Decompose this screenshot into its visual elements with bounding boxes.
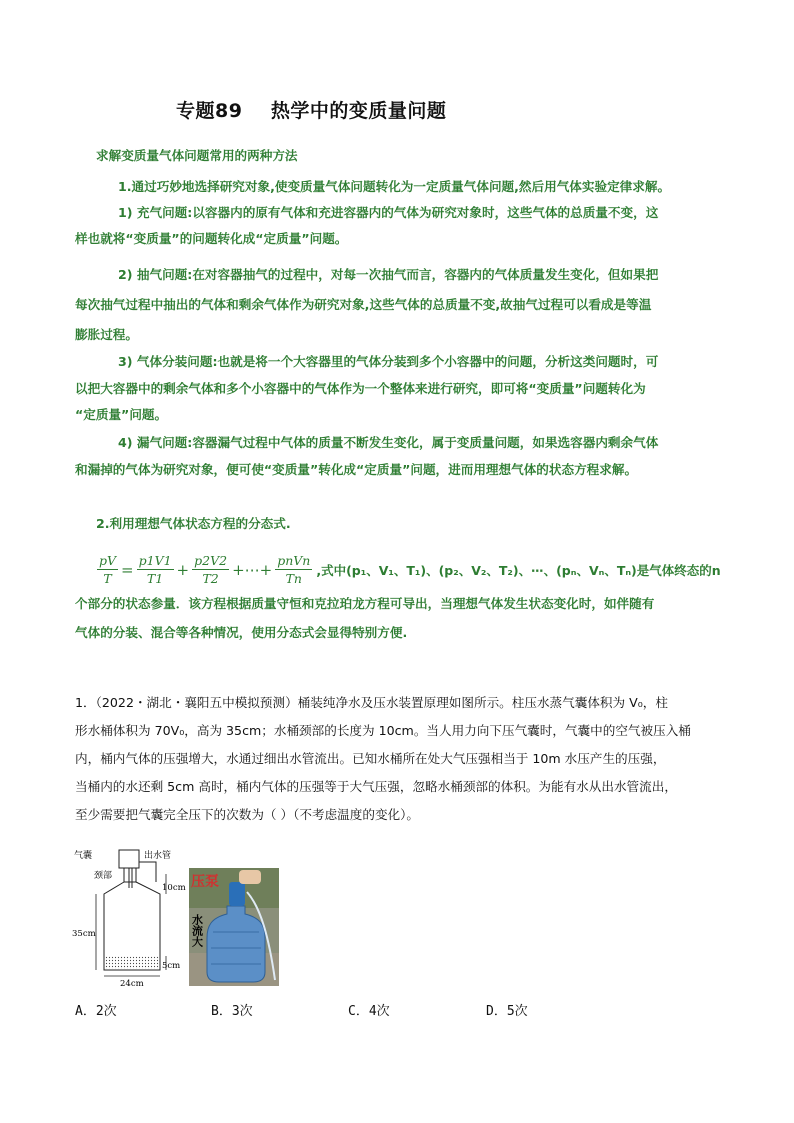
option-a: A．2次 bbox=[75, 1004, 117, 1019]
item3-line1: 3) 气体分装问题:也就是将一个大容器里的气体分装到多个小容器中的问题，分析这类问题时，可 bbox=[118, 354, 659, 369]
option-d: D．5次 bbox=[486, 1004, 528, 1019]
item1-line2: 样也就将“变质量”的问题转化成“定质量”问题。 bbox=[75, 231, 348, 246]
section-heading: 求解变质量气体问题常用的两种方法 bbox=[96, 148, 298, 163]
fraction-termn: $\frac{\text{pnVn}}{Tn}$ bbox=[277, 553, 311, 586]
item2-line1: 2) 抽气问题:在对容器抽气的过程中，对每一次抽气而言，容器内的气体质量发生变化，但如果把 bbox=[118, 267, 659, 282]
question-line5: 至少需要把气囊完全压下的次数为（ ）（不考虑温度的变化）。 bbox=[75, 807, 420, 822]
question-line3: 内，桶内气体的压强增大，水通过细出水管流出。已知水桶所在处大气压强相当于 10m 水压产生的压强， bbox=[75, 751, 666, 766]
water-bucket-diagram bbox=[72, 848, 188, 990]
fraction-lhs: $\frac{pV}{T}$ bbox=[99, 553, 117, 586]
neck-shape bbox=[124, 868, 136, 882]
water-dispenser-photo bbox=[189, 868, 279, 986]
dim-neck: 10cm bbox=[162, 883, 186, 893]
question-line1: 1．（2022・湖北・襄阳五中模拟预测）桶装纯净水及压水装置原理如图所示。柱压水蒸气囊体积为 V₀，柱 bbox=[75, 695, 668, 710]
formula-dots: +⋯+ bbox=[232, 560, 273, 579]
question-line4: 当桶内的水还剩 5cm 高时，桶内气体的压强等于大气压强，忽略水桶颈部的体积。为能有水从出水管流出， bbox=[75, 779, 677, 794]
label-neck: 颈部 bbox=[94, 871, 113, 881]
item2-line3: 膨胀过程。 bbox=[75, 327, 138, 342]
item2-line2: 每次抽气过程中抽出的气体和剩余气体作为研究对象,这些气体的总质量不变,故抽气过程可以看成是等温 bbox=[75, 297, 652, 312]
dim-width: 24cm bbox=[120, 979, 144, 989]
item3-line2: 以把大容器中的剩余气体和多个小容器中的气体作为一个整体来进行研究，即可将“变质量”问题转化为 bbox=[75, 381, 646, 396]
formula-explanation: ,式中(p₁、V₁、T₁)、(p₂、V₂、T₂)、⋯、(pₙ、Vₙ、Tₙ)是气体终态的n bbox=[316, 562, 721, 578]
label-outlet: 出水管 bbox=[144, 851, 172, 861]
formula-after-line1: 个部分的状态参量．该方程根据质量守恒和克拉珀龙方程可导出，当理想气体发生状态变化时，如伴随有 bbox=[75, 596, 655, 611]
pump-shape bbox=[229, 882, 245, 906]
airbag-shape bbox=[119, 850, 139, 868]
water-level bbox=[105, 956, 159, 969]
fraction-term2: $\frac{p2V2}{T2}$ bbox=[194, 553, 228, 586]
page-title: 专题89 热学中的变质量问题 bbox=[176, 100, 447, 122]
label-airbag: 气囊 bbox=[74, 851, 93, 861]
option-b: B．3次 bbox=[211, 1004, 253, 1019]
photo-caption-side: 水流大 bbox=[190, 914, 204, 947]
item4-line2: 和漏掉的气体为研究对象，便可使“变质量”转化成“定质量”问题，进而用理想气体的状态方程求解。 bbox=[75, 462, 638, 477]
outlet-pipe bbox=[139, 862, 156, 882]
fraction-term1: $\frac{p1V1}{T1}$ bbox=[138, 553, 172, 586]
item4-line1: 4) 漏气问题:容器漏气过程中气体的质量不断发生变化，属于变质量问题，如果选容器内剩余气体 bbox=[118, 435, 659, 450]
method1-intro: 1.通过巧妙地选择研究对象,使变质量气体问题转化为一定质量气体问题,然后用气体实验定律求解。 bbox=[118, 179, 671, 194]
photo-caption-top: 压泵 bbox=[191, 874, 219, 890]
question-line2: 形水桶体积为 70V₀，高为 35cm；水桶颈部的长度为 10cm。当人用力向下压气囊时，气囊中的空气被压入桶 bbox=[75, 723, 691, 738]
dim-water: 5cm bbox=[162, 961, 181, 971]
formula-after-line2: 气体的分装、混合等各种情况，使用分态式会显得特别方便. bbox=[75, 625, 408, 640]
method2-intro: 2.利用理想气体状态方程的分态式. bbox=[96, 516, 291, 531]
item1-line1: 1) 充气问题:以容器内的原有气体和充进容器内的气体为研究对象时，这些气体的总质量不变，这 bbox=[118, 205, 659, 220]
dim-height: 35cm bbox=[72, 929, 96, 939]
item3-line3: “定质量”问题。 bbox=[75, 407, 168, 422]
option-c: C．4次 bbox=[348, 1004, 390, 1019]
state-equation-formula: $\frac{pV}{T}$ = $\frac{p1V1}{T1}$ + $\frac{p2V2}{T2}$ +⋯+ $\frac{\text{pnVn}}{Tn}$ ,式中(p₁、V₁、T₁)、(p₂、V₂、T₂)、⋯、(pₙ、Vₙ、Tₙ)是气体终态的n bbox=[99, 553, 721, 586]
